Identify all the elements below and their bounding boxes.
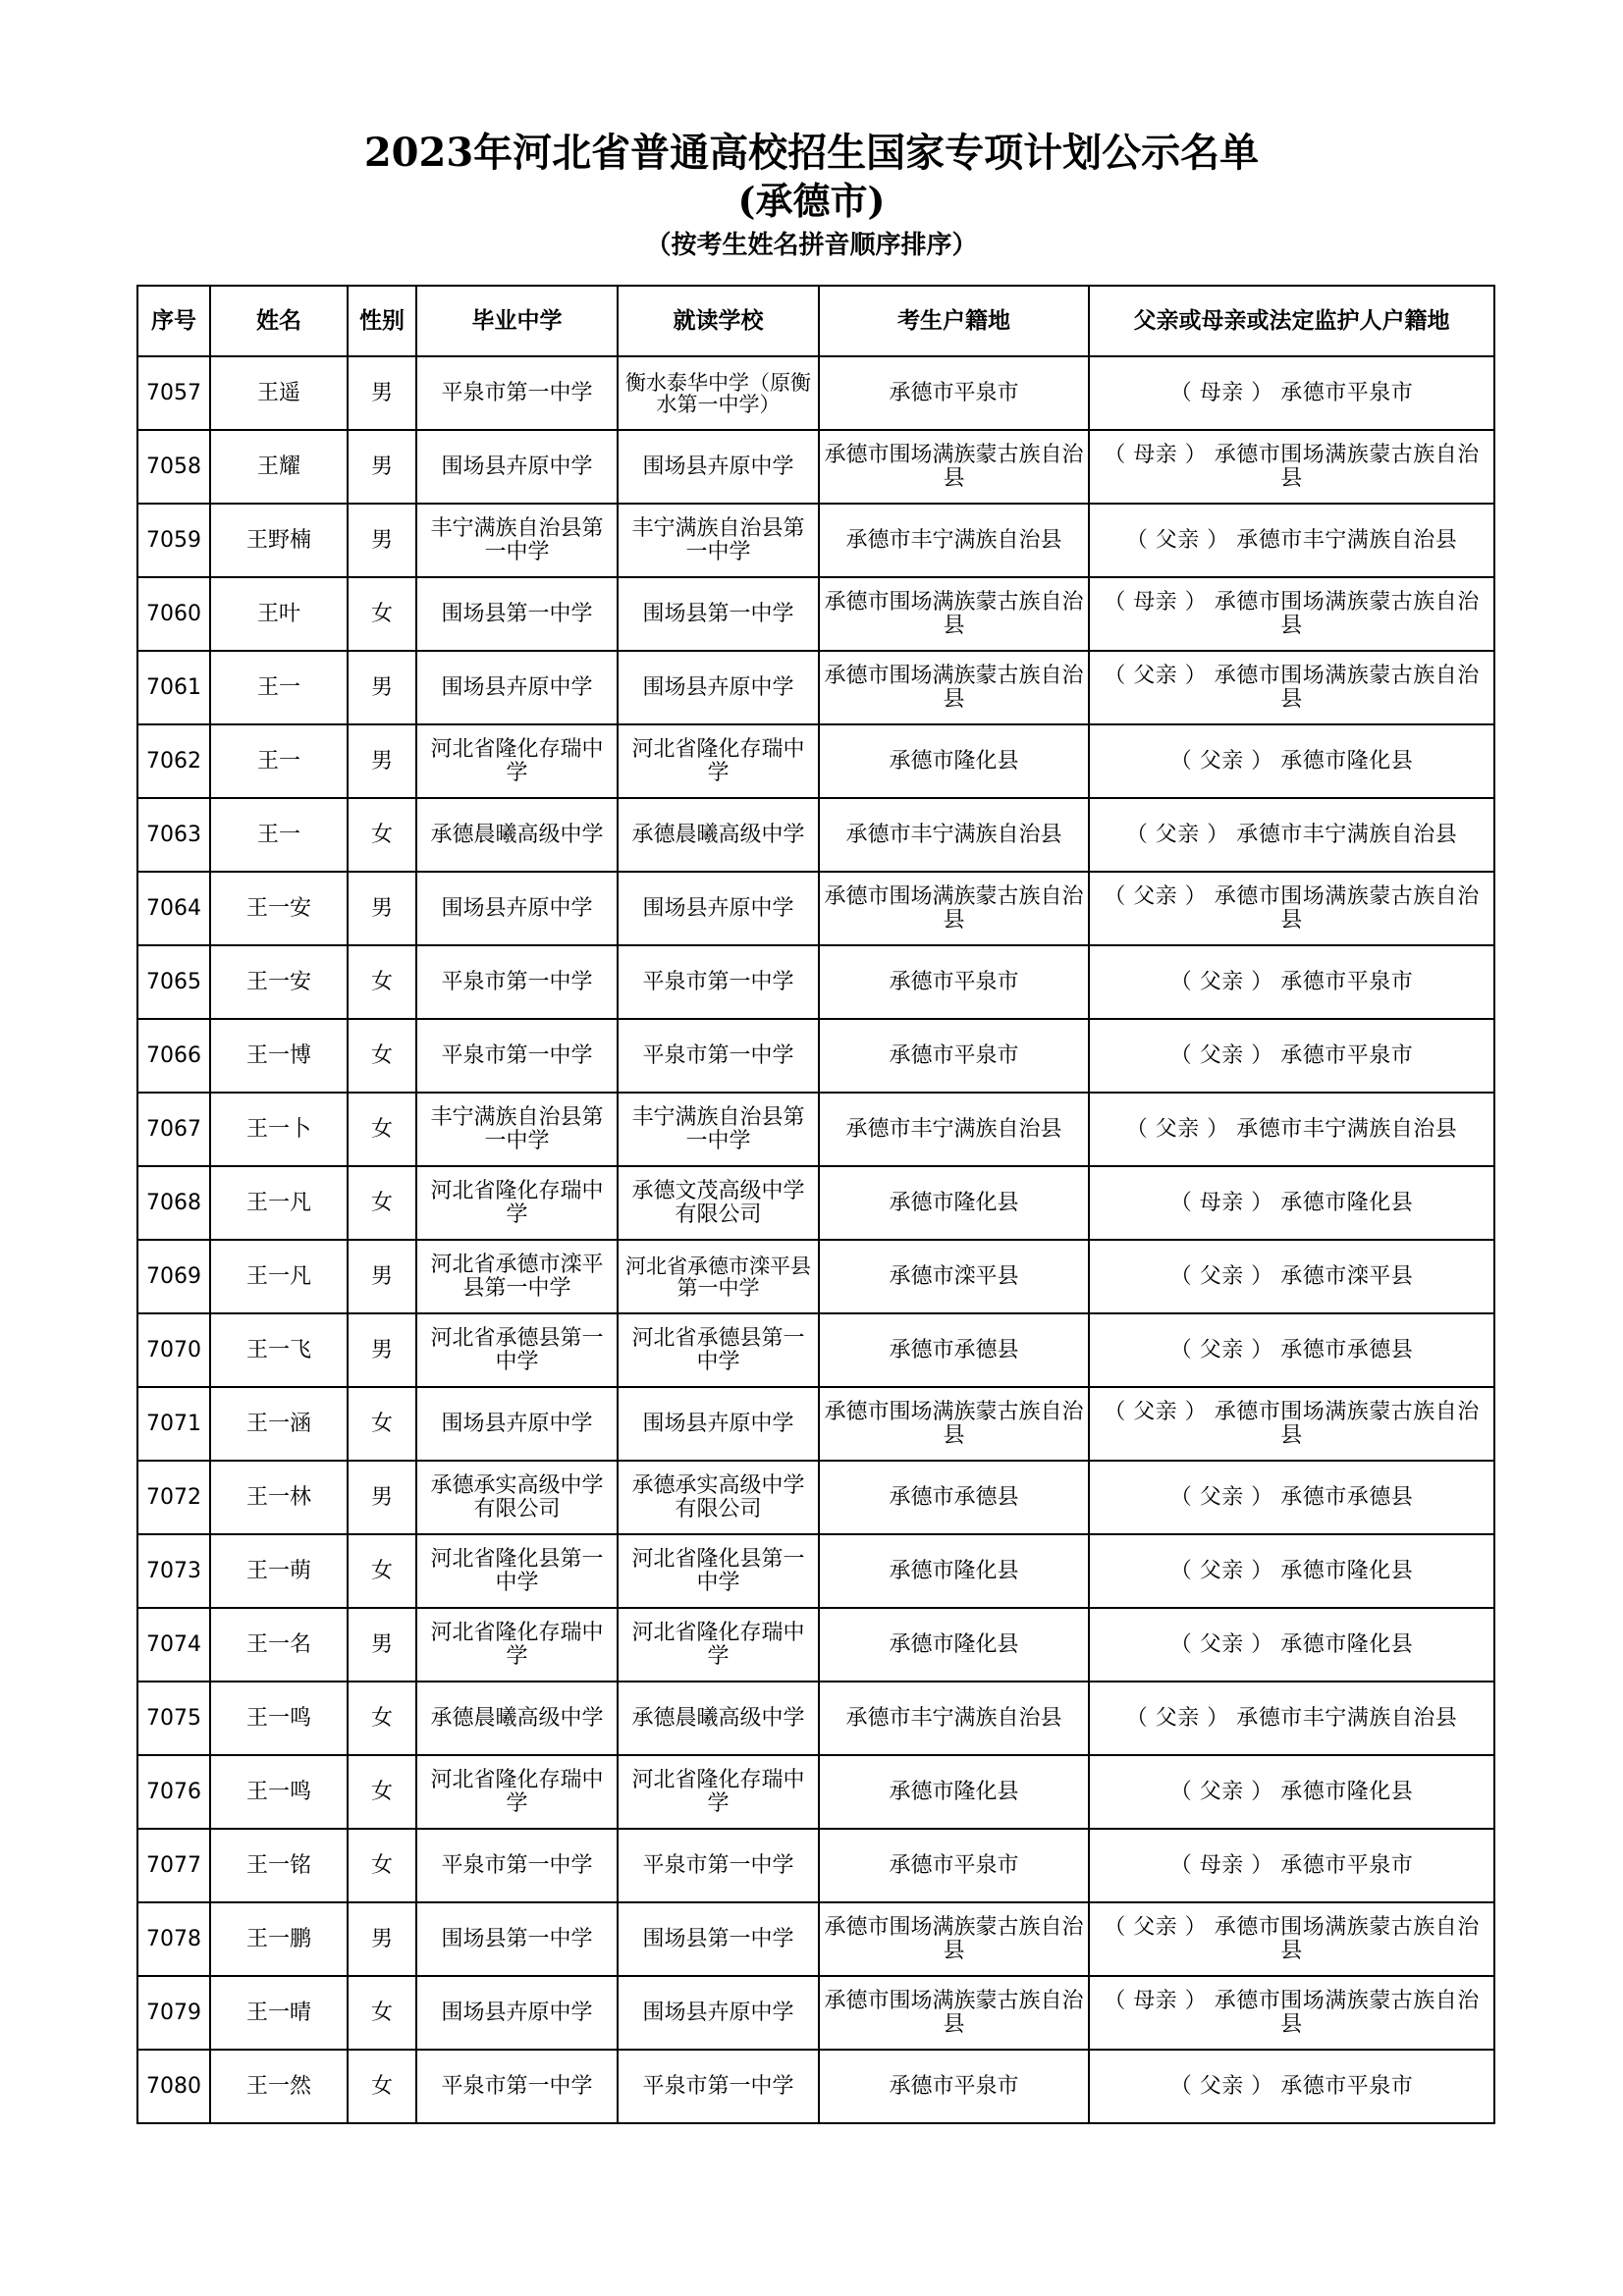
header-gender: 性别: [348, 286, 416, 356]
cell-index: 7062: [137, 724, 210, 798]
cell-guardian-hukou: （ 父亲 ） 承德市围场满族蒙古族自治县: [1089, 651, 1494, 724]
cell-guardian-hukou: （ 父亲 ） 承德市滦平县: [1089, 1240, 1494, 1313]
cell-guardian-hukou: （ 父亲 ） 承德市平泉市: [1089, 1019, 1494, 1093]
cell-student-hukou: 承德市隆化县: [819, 1755, 1089, 1829]
header-name: 姓名: [210, 286, 348, 356]
table-row: [137, 1461, 1494, 1534]
cell-gender: 女: [348, 945, 416, 1019]
cell-graduated-school: 丰宁满族自治县第一中学: [416, 1093, 618, 1166]
cell-guardian-hukou: （ 父亲 ） 承德市承德县: [1089, 1461, 1494, 1534]
cell-student-hukou: 承德市丰宁满族自治县: [819, 504, 1089, 577]
cell-student-hukou: 承德市隆化县: [819, 1166, 1089, 1240]
cell-student-hukou: 承德市平泉市: [819, 2050, 1089, 2123]
cell-index: 7074: [137, 1608, 210, 1682]
cell-graduated-school: 围场县卉原中学: [416, 1387, 618, 1461]
cell-current-school: 平泉市第一中学: [618, 2050, 819, 2123]
cell-guardian-hukou: （ 母亲 ） 承德市隆化县: [1089, 1166, 1494, 1240]
cell-index: 7069: [137, 1240, 210, 1313]
cell-index: 7064: [137, 872, 210, 945]
cell-current-school: 河北省承德市滦平县第一中学: [618, 1240, 819, 1313]
cell-index: 7057: [137, 356, 210, 430]
cell-index: 7077: [137, 1829, 210, 1902]
cell-index: 7063: [137, 798, 210, 872]
table-row: [137, 1313, 1494, 1387]
cell-current-school: 承德晨曦高级中学: [618, 1682, 819, 1755]
sort-note: （按考生姓名拼音顺序排序）: [645, 231, 978, 260]
header-guardian-hukou: 父亲或母亲或法定监护人户籍地: [1089, 286, 1494, 356]
header-graduated-school: 毕业中学: [416, 286, 618, 356]
cell-guardian-hukou: （ 父亲 ） 承德市隆化县: [1089, 1755, 1494, 1829]
cell-name: 王遥: [210, 356, 348, 430]
table-body: [137, 356, 1494, 2123]
cell-graduated-school: 河北省隆化县第一中学: [416, 1534, 618, 1608]
header-row: [137, 286, 1494, 356]
cell-gender: 男: [348, 872, 416, 945]
cell-guardian-hukou: （ 父亲 ） 承德市丰宁满族自治县: [1089, 504, 1494, 577]
cell-gender: 男: [348, 1313, 416, 1387]
cell-student-hukou: 承德市隆化县: [819, 1608, 1089, 1682]
cell-current-school: 围场县第一中学: [618, 577, 819, 651]
table-row: [137, 504, 1494, 577]
cell-guardian-hukou: （ 母亲 ） 承德市平泉市: [1089, 1829, 1494, 1902]
cell-name: 王野楠: [210, 504, 348, 577]
cell-student-hukou: 承德市承德县: [819, 1313, 1089, 1387]
cell-gender: 女: [348, 2050, 416, 2123]
cell-graduated-school: 河北省隆化存瑞中学: [416, 724, 618, 798]
cell-student-hukou: 承德市围场满族蒙古族自治县: [819, 1976, 1089, 2050]
cell-graduated-school: 平泉市第一中学: [416, 1019, 618, 1093]
cell-guardian-hukou: （ 母亲 ） 承德市平泉市: [1089, 356, 1494, 430]
cell-gender: 女: [348, 1093, 416, 1166]
cell-current-school: 平泉市第一中学: [618, 1019, 819, 1093]
table-row: [137, 577, 1494, 651]
cell-guardian-hukou: （ 父亲 ） 承德市丰宁满族自治县: [1089, 1682, 1494, 1755]
cell-name: 王一凡: [210, 1166, 348, 1240]
table-row: [137, 724, 1494, 798]
cell-index: 7075: [137, 1682, 210, 1755]
cell-guardian-hukou: （ 父亲 ） 承德市围场满族蒙古族自治县: [1089, 1902, 1494, 1976]
cell-current-school: 承德承实高级中学有限公司: [618, 1461, 819, 1534]
cell-student-hukou: 承德市隆化县: [819, 724, 1089, 798]
table-row: [137, 1608, 1494, 1682]
cell-guardian-hukou: （ 母亲 ） 承德市围场满族蒙古族自治县: [1089, 577, 1494, 651]
cell-guardian-hukou: （ 父亲 ） 承德市丰宁满族自治县: [1089, 798, 1494, 872]
cell-name: 王一然: [210, 2050, 348, 2123]
cell-student-hukou: 承德市隆化县: [819, 1534, 1089, 1608]
cell-student-hukou: 承德市承德县: [819, 1461, 1089, 1534]
cell-graduated-school: 承德承实高级中学有限公司: [416, 1461, 618, 1534]
cell-guardian-hukou: （ 父亲 ） 承德市隆化县: [1089, 1534, 1494, 1608]
cell-gender: 男: [348, 1461, 416, 1534]
cell-graduated-school: 围场县卉原中学: [416, 1976, 618, 2050]
cell-current-school: 丰宁满族自治县第一中学: [618, 504, 819, 577]
cell-graduated-school: 围场县卉原中学: [416, 430, 618, 504]
table-row: [137, 1240, 1494, 1313]
table-row: [137, 1534, 1494, 1608]
table-row: [137, 651, 1494, 724]
cell-graduated-school: 丰宁满族自治县第一中学: [416, 504, 618, 577]
cell-index: 7073: [137, 1534, 210, 1608]
cell-graduated-school: 平泉市第一中学: [416, 1829, 618, 1902]
cell-index: 7059: [137, 504, 210, 577]
cell-graduated-school: 承德晨曦高级中学: [416, 1682, 618, 1755]
table-row: [137, 945, 1494, 1019]
cell-index: 7058: [137, 430, 210, 504]
cell-gender: 男: [348, 1902, 416, 1976]
cell-name: 王一涵: [210, 1387, 348, 1461]
cell-current-school: 丰宁满族自治县第一中学: [618, 1093, 819, 1166]
cell-gender: 男: [348, 1240, 416, 1313]
cell-graduated-school: 平泉市第一中学: [416, 356, 618, 430]
header-index: 序号: [137, 286, 210, 356]
cell-student-hukou: 承德市滦平县: [819, 1240, 1089, 1313]
table-row: [137, 1682, 1494, 1755]
cell-name: 王一名: [210, 1608, 348, 1682]
cell-current-school: 围场县卉原中学: [618, 430, 819, 504]
cell-student-hukou: 承德市丰宁满族自治县: [819, 798, 1089, 872]
cell-graduated-school: 平泉市第一中学: [416, 2050, 618, 2123]
cell-current-school: 平泉市第一中学: [618, 945, 819, 1019]
table-row: [137, 2050, 1494, 2123]
cell-current-school: 围场县卉原中学: [618, 1387, 819, 1461]
cell-guardian-hukou: （ 父亲 ） 承德市平泉市: [1089, 2050, 1494, 2123]
cell-current-school: 平泉市第一中学: [618, 1829, 819, 1902]
cell-current-school: 河北省承德县第一中学: [618, 1313, 819, 1387]
cell-index: 7067: [137, 1093, 210, 1166]
cell-graduated-school: 河北省承德市滦平县第一中学: [416, 1240, 618, 1313]
cell-name: 王一林: [210, 1461, 348, 1534]
cell-graduated-school: 平泉市第一中学: [416, 945, 618, 1019]
header-student-hukou: 考生户籍地: [819, 286, 1089, 356]
table-row: [137, 356, 1494, 430]
cell-current-school: 衡水泰华中学（原衡水第一中学）: [618, 356, 819, 430]
cell-guardian-hukou: （ 父亲 ） 承德市平泉市: [1089, 945, 1494, 1019]
cell-gender: 男: [348, 430, 416, 504]
cell-current-school: 围场县卉原中学: [618, 1976, 819, 2050]
cell-gender: 女: [348, 1019, 416, 1093]
cell-gender: 女: [348, 798, 416, 872]
cell-guardian-hukou: （ 父亲 ） 承德市围场满族蒙古族自治县: [1089, 1387, 1494, 1461]
cell-graduated-school: 承德晨曦高级中学: [416, 798, 618, 872]
cell-student-hukou: 承德市围场满族蒙古族自治县: [819, 577, 1089, 651]
cell-name: 王一卜: [210, 1093, 348, 1166]
cell-graduated-school: 围场县第一中学: [416, 1902, 618, 1976]
table-row: [137, 1829, 1494, 1902]
cell-current-school: 围场县卉原中学: [618, 872, 819, 945]
cell-guardian-hukou: （ 父亲 ） 承德市隆化县: [1089, 1608, 1494, 1682]
cell-index: 7068: [137, 1166, 210, 1240]
cell-student-hukou: 承德市平泉市: [819, 356, 1089, 430]
cell-name: 王叶: [210, 577, 348, 651]
cell-name: 王一凡: [210, 1240, 348, 1313]
cell-graduated-school: 河北省承德县第一中学: [416, 1313, 618, 1387]
cell-current-school: 河北省隆化存瑞中学: [618, 724, 819, 798]
cell-index: 7076: [137, 1755, 210, 1829]
cell-graduated-school: 河北省隆化存瑞中学: [416, 1608, 618, 1682]
cell-name: 王一萌: [210, 1534, 348, 1608]
cell-index: 7071: [137, 1387, 210, 1461]
cell-guardian-hukou: （ 母亲 ） 承德市围场满族蒙古族自治县: [1089, 1976, 1494, 2050]
cell-student-hukou: 承德市围场满族蒙古族自治县: [819, 1902, 1089, 1976]
cell-gender: 男: [348, 1608, 416, 1682]
cell-index: 7078: [137, 1902, 210, 1976]
cell-current-school: 围场县第一中学: [618, 1902, 819, 1976]
cell-graduated-school: 围场县第一中学: [416, 577, 618, 651]
cell-name: 王一安: [210, 945, 348, 1019]
cell-current-school: 河北省隆化存瑞中学: [618, 1755, 819, 1829]
cell-student-hukou: 承德市围场满族蒙古族自治县: [819, 872, 1089, 945]
cell-gender: 女: [348, 1534, 416, 1608]
cell-name: 王一博: [210, 1019, 348, 1093]
cell-index: 7066: [137, 1019, 210, 1093]
cell-student-hukou: 承德市平泉市: [819, 945, 1089, 1019]
cell-student-hukou: 承德市平泉市: [819, 1019, 1089, 1093]
cell-name: 王一鸣: [210, 1755, 348, 1829]
cell-index: 7080: [137, 2050, 210, 2123]
cell-index: 7072: [137, 1461, 210, 1534]
cell-student-hukou: 承德市丰宁满族自治县: [819, 1682, 1089, 1755]
cell-graduated-school: 河北省隆化存瑞中学: [416, 1166, 618, 1240]
cell-guardian-hukou: （ 父亲 ） 承德市丰宁满族自治县: [1089, 1093, 1494, 1166]
table-row: [137, 872, 1494, 945]
cell-current-school: 围场县卉原中学: [618, 651, 819, 724]
cell-name: 王一: [210, 798, 348, 872]
page-title: 2023年河北省普通高校招生国家专项计划公示名单: [363, 130, 1260, 176]
cell-index: 7079: [137, 1976, 210, 2050]
cell-current-school: 承德晨曦高级中学: [618, 798, 819, 872]
cell-student-hukou: 承德市平泉市: [819, 1829, 1089, 1902]
cell-guardian-hukou: （ 父亲 ） 承德市承德县: [1089, 1313, 1494, 1387]
cell-name: 王一: [210, 651, 348, 724]
cell-guardian-hukou: （ 父亲 ） 承德市隆化县: [1089, 724, 1494, 798]
cell-name: 王一: [210, 724, 348, 798]
header-current-school: 就读学校: [618, 286, 819, 356]
table-row: [137, 430, 1494, 504]
cell-gender: 男: [348, 724, 416, 798]
table-row: [137, 1387, 1494, 1461]
cell-name: 王一飞: [210, 1313, 348, 1387]
cell-gender: 女: [348, 577, 416, 651]
cell-student-hukou: 承德市丰宁满族自治县: [819, 1093, 1089, 1166]
cell-gender: 男: [348, 504, 416, 577]
cell-index: 7065: [137, 945, 210, 1019]
cell-current-school: 河北省隆化存瑞中学: [618, 1608, 819, 1682]
cell-student-hukou: 承德市围场满族蒙古族自治县: [819, 651, 1089, 724]
cell-gender: 女: [348, 1682, 416, 1755]
cell-gender: 女: [348, 1166, 416, 1240]
cell-index: 7061: [137, 651, 210, 724]
cell-name: 王一鸣: [210, 1682, 348, 1755]
table-row: [137, 1902, 1494, 1976]
cell-guardian-hukou: （ 母亲 ） 承德市围场满族蒙古族自治县: [1089, 430, 1494, 504]
cell-gender: 男: [348, 651, 416, 724]
table-row: [137, 1976, 1494, 2050]
cell-current-school: 承德文茂高级中学有限公司: [618, 1166, 819, 1240]
cell-gender: 女: [348, 1755, 416, 1829]
cell-student-hukou: 承德市围场满族蒙古族自治县: [819, 1387, 1089, 1461]
cell-name: 王一安: [210, 872, 348, 945]
page-subtitle: (承德市): [737, 179, 886, 223]
cell-gender: 女: [348, 1976, 416, 2050]
cell-graduated-school: 河北省隆化存瑞中学: [416, 1755, 618, 1829]
cell-name: 王一铭: [210, 1829, 348, 1902]
cell-index: 7070: [137, 1313, 210, 1387]
cell-gender: 女: [348, 1387, 416, 1461]
cell-current-school: 河北省隆化县第一中学: [618, 1534, 819, 1608]
cell-name: 王一晴: [210, 1976, 348, 2050]
cell-graduated-school: 围场县卉原中学: [416, 651, 618, 724]
cell-gender: 女: [348, 1829, 416, 1902]
cell-gender: 男: [348, 356, 416, 430]
table-row: [137, 1019, 1494, 1093]
cell-guardian-hukou: （ 父亲 ） 承德市围场满族蒙古族自治县: [1089, 872, 1494, 945]
cell-student-hukou: 承德市围场满族蒙古族自治县: [819, 430, 1089, 504]
table-row: [137, 1755, 1494, 1829]
table-row: [137, 1093, 1494, 1166]
cell-graduated-school: 围场县卉原中学: [416, 872, 618, 945]
table-row: [137, 1166, 1494, 1240]
cell-name: 王耀: [210, 430, 348, 504]
roster-table: [136, 285, 1495, 2124]
cell-name: 王一鹏: [210, 1902, 348, 1976]
table-row: [137, 798, 1494, 872]
cell-index: 7060: [137, 577, 210, 651]
